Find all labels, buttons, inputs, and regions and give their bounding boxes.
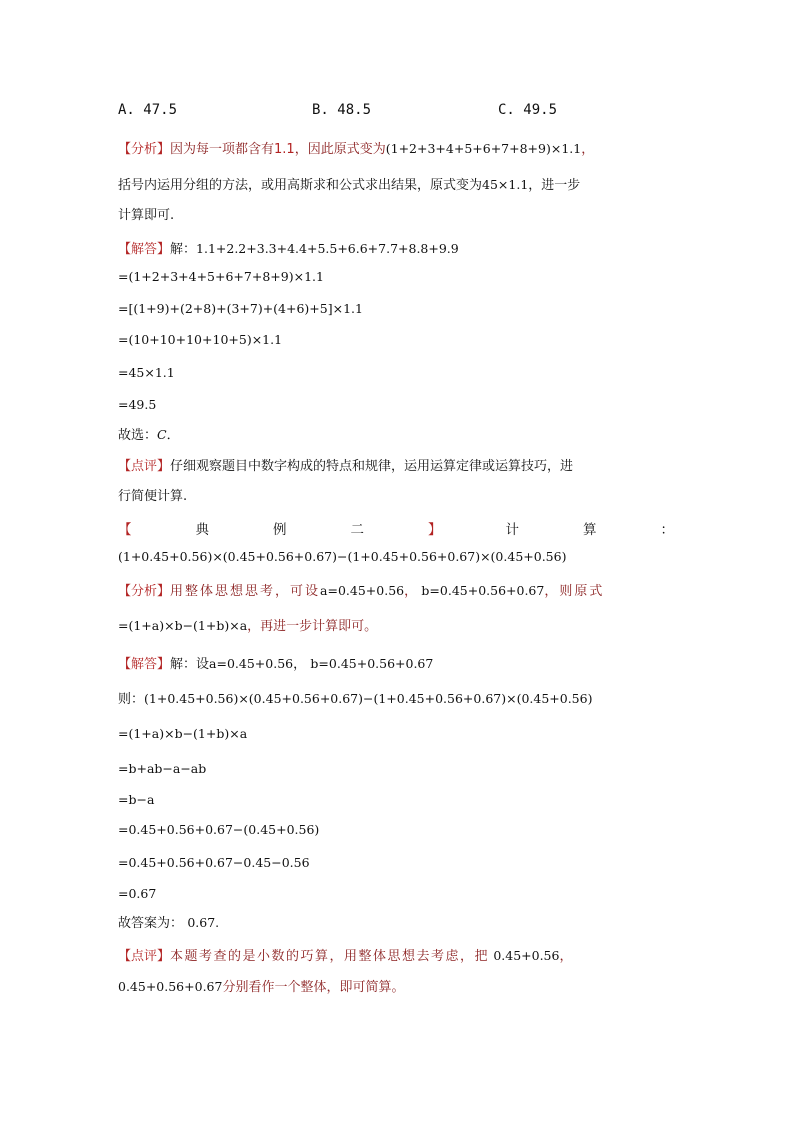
ex1-step: =49.5 [118,397,157,412]
analysis-tag: 【分析】 [118,142,171,157]
solution-tag: 【解答】 [118,242,171,257]
solution-tag: 【解答】 [118,657,171,672]
ex2-step: =0.45+0.56+0.67−(0.45+0.56) [118,822,320,837]
ex2-then-line: 则：(1+0.45+0.56)×(0.45+0.56+0.67)−(1+0.45+0.56+0.67)×(0.45+0.56) [118,691,593,707]
ex1-comment-line1: 【点评】仔细观察题目中数字构成的特点和规律，运用运算定律或运算技巧，进 [118,459,574,474]
ex2-step: =0.45+0.56+0.67−0.45−0.56 [118,855,310,870]
ex1-comment-line2: 行简便计算. [118,489,188,504]
ex2-comment-line1: 【点评】本题考查的是小数的巧算，用整体思想去考虑，把 0.45+0.56， [118,948,573,964]
ex2-answer: 故答案为： 0.67. [118,915,220,931]
ex1-analysis-line1: 【分析】因为每一项都含有1.1，因此原式变为(1+2+3+4+5+6+7+8+9)×1.1， [118,141,595,157]
ex1-step: =(1+2+3+4+5+6+7+8+9)×1.1 [118,269,324,284]
ex2-solution-line: 【解答】解：设a=0.45+0.56， b=0.45+0.56+0.67 [118,656,434,672]
choice-b: B. 48.5 [312,102,372,118]
ex1-step: =[(1+9)+(2+8)+(3+7)+(4+6)+5]×1.1 [118,301,363,316]
analysis-tag: 【分析】 [118,584,171,599]
ex2-comment-line2: 0.45+0.56+0.67分别看作一个整体，即可简算。 [118,979,405,995]
ex2-step: =b+ab−a−ab [118,761,207,776]
ex1-analysis-line3: 计算即可. [118,208,175,223]
choice-a: A. 47.5 [118,102,178,118]
ex1-analysis-line2: 括号内运用分组的方法，或用高斯求和公式求出结果，原式变为45×1.1，进一步 [118,177,581,193]
ex2-analysis-line1: 【分析】用整体思想思考，可设a=0.45+0.56， b=0.45+0.56+0.67，则原式 [118,583,605,599]
ex2-problem: (1+0.45+0.56)×(0.45+0.56+0.67)−(1+0.45+0.56+0.67)×(0.45+0.56) [118,549,567,564]
ex2-analysis-line2: =(1+a)×b−(1+b)×a，再进一步计算即可。 [118,618,378,634]
example-2-header: 【 典 例 二 】 计 算 ： [118,522,674,538]
ex1-answer: 故选：C． [118,427,180,443]
ex2-step: =(1+a)×b−(1+b)×a [118,726,248,741]
ex1-step: =(10+10+10+10+5)×1.1 [118,332,283,347]
comment-tag: 【点评】 [118,459,171,474]
comment-tag: 【点评】 [118,949,171,964]
ex1-solution-line: 【解答】解：1.1+2.2+3.3+4.4+5.5+6.6+7.7+8.8+9.9 [118,241,459,257]
choice-c: C. 49.5 [498,102,558,118]
ex1-step: =45×1.1 [118,365,175,380]
ex2-step: =b−a [118,792,155,807]
ex2-step: =0.67 [118,886,157,901]
